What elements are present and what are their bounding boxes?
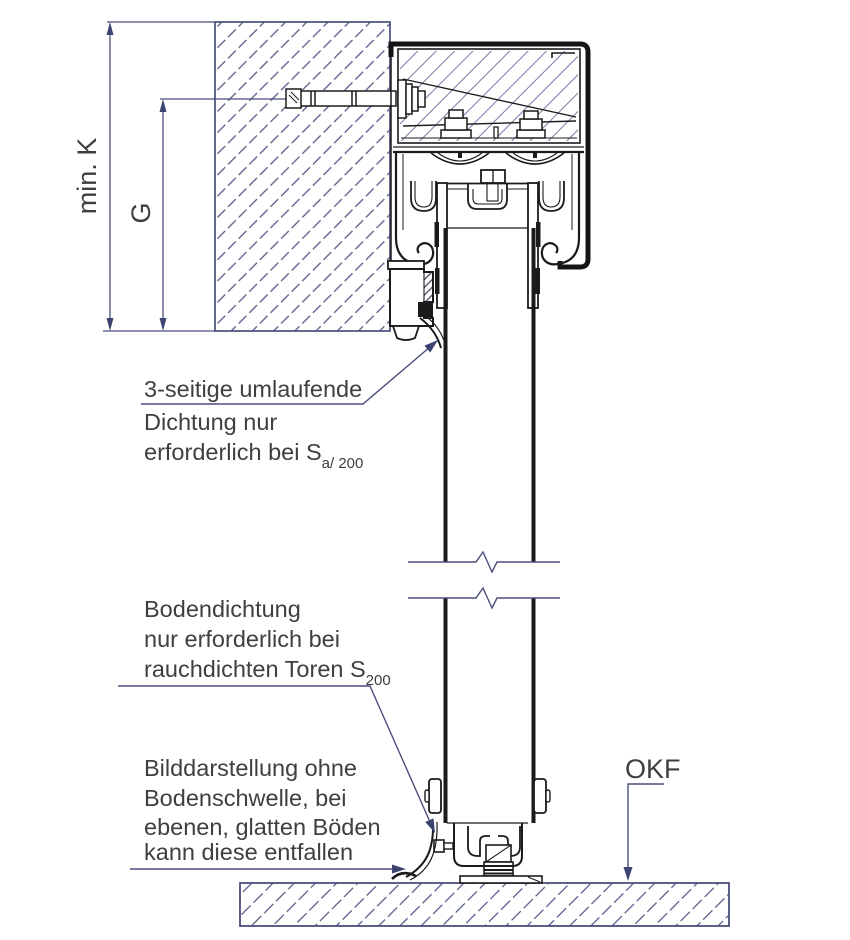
threshold-note-line1: Bilddarstellung ohne bbox=[144, 755, 357, 781]
seal-note-line3-main: erforderlich bei S bbox=[144, 439, 322, 465]
floor-seal-note-line1: Bodendichtung bbox=[144, 596, 301, 622]
break-symbol bbox=[408, 552, 560, 608]
floor-seal-profile bbox=[406, 822, 433, 877]
seal-note-line3-sub: a/ 200 bbox=[321, 455, 364, 472]
okf-label: OKF bbox=[625, 754, 681, 784]
locating-pin bbox=[494, 127, 498, 138]
floor-seal-note-line3-main: rauchdichten Toren S bbox=[144, 656, 366, 682]
floor-seal-note-line3 bbox=[144, 656, 391, 689]
floor-slab bbox=[240, 883, 729, 926]
leader-okf bbox=[624, 784, 665, 881]
wall-section bbox=[215, 22, 390, 331]
floor-seal-note-line2: nur erforderlich bei bbox=[144, 626, 340, 652]
seal-note-line3 bbox=[144, 439, 363, 472]
threshold-note-line3: ebenen, glatten Böden bbox=[144, 814, 381, 840]
floor-seal-note-line3-sub: 200 bbox=[365, 672, 391, 689]
dimension-min-k bbox=[103, 22, 215, 331]
leader-threshold-note bbox=[130, 865, 406, 874]
threshold-note-line2: Bodenschwelle, bei bbox=[144, 785, 347, 811]
dimension-min-k-label: min. K bbox=[72, 137, 102, 215]
dimension-g-label: G bbox=[126, 202, 156, 224]
seal-note-line2: Dichtung nur bbox=[144, 409, 278, 435]
hanger-bracket bbox=[435, 170, 541, 308]
threshold-note-line4: kann diese entfallen bbox=[144, 839, 354, 865]
anchor-bolt bbox=[286, 89, 396, 108]
seal-note-line1: 3-seitige umlaufende bbox=[144, 376, 363, 402]
door-leaf bbox=[446, 228, 534, 823]
guide-bolt bbox=[434, 840, 453, 852]
bottom-guide-assembly bbox=[392, 779, 550, 883]
